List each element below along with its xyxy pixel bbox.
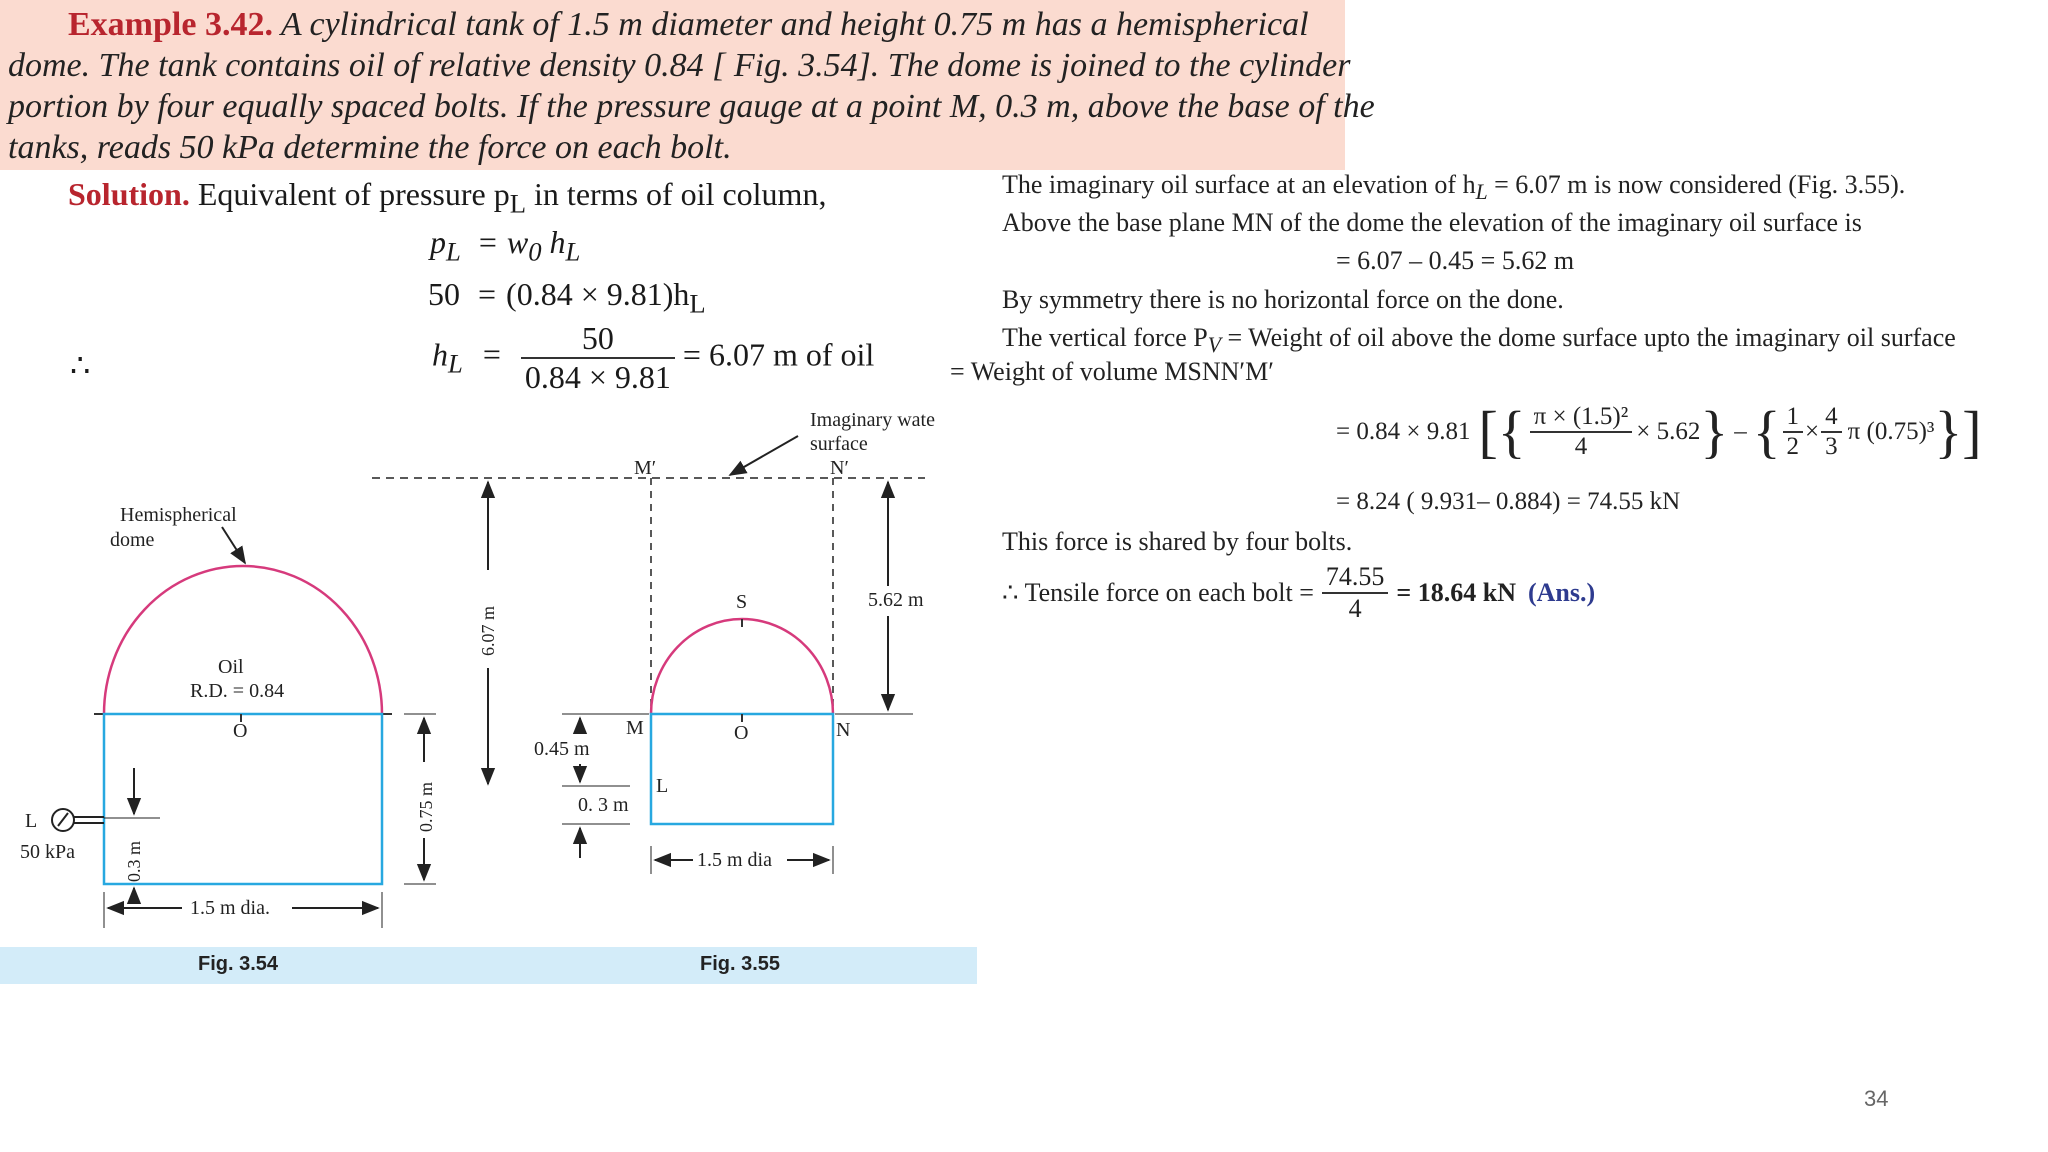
right-line-1 bbox=[1002, 170, 1905, 205]
fig354-caption: Fig. 3.54 bbox=[198, 953, 279, 975]
eq1-equals: = bbox=[478, 224, 497, 260]
eq-brace-1-right: } bbox=[1700, 399, 1729, 464]
solution-intro-sub: L bbox=[509, 188, 527, 219]
solution-intro-text-b: in terms of oil column, bbox=[526, 176, 827, 212]
eq-outer-bracket-left: [ bbox=[1478, 399, 1498, 464]
solution-intro-text: Equivalent of pressure p bbox=[197, 176, 510, 212]
fig354-gauge-reading: 50 kPa bbox=[20, 841, 75, 863]
bolt-force-num: 74.55 bbox=[1322, 562, 1389, 594]
fig354-gauge-letter: L bbox=[25, 810, 38, 832]
eq-coefficient: = 0.84 × 9.81 bbox=[1336, 418, 1471, 445]
right-line-1a: The imaginary oil surface at an elevation of h bbox=[1002, 170, 1476, 199]
problem-line-2: dome. The tank contains oil of relative density 0.84 [ Fig. 3.54]. The dome is joined to the cylinder bbox=[8, 47, 1351, 84]
fig354-gauge-needle bbox=[58, 813, 68, 826]
fig355-dia-label: 1.5 m dia bbox=[697, 849, 772, 871]
fig354-dome-label-2: dome bbox=[110, 529, 155, 551]
eq-fraction-3-num: 4 bbox=[1821, 403, 1842, 433]
eq-fraction-1-num: π × (1.5)² bbox=[1530, 403, 1633, 433]
fig354-height-03: 0.3 m bbox=[124, 840, 144, 882]
eq3-denominator: 0.84 × 9.81 bbox=[524, 359, 671, 395]
right-line-4: By symmetry there is no horizontal force on the done. bbox=[1002, 285, 1564, 314]
eq3-rhs: = 6.07 m of oil bbox=[682, 336, 875, 373]
eq1-rhs-sub0: 0 bbox=[528, 236, 542, 267]
eq-fraction-2-den: 2 bbox=[1786, 433, 1800, 460]
eq3-numerator: 50 bbox=[521, 320, 675, 359]
right-line-2: Above the base plane MN of the dome the elevation of the imaginary oil surface is bbox=[1002, 208, 1862, 237]
bolt-force-label: ∴ Tensile force on each bolt = bbox=[1002, 578, 1314, 607]
right-line-1b: = 6.07 m is now considered (Fig. 3.55). bbox=[1487, 170, 1906, 199]
eq-brace-1-left: { bbox=[1497, 399, 1526, 464]
right-line-5-sub: V bbox=[1207, 333, 1221, 358]
eq-fraction-1-den: 4 bbox=[1574, 433, 1588, 460]
eq-brace-2-left: { bbox=[1752, 399, 1781, 464]
eq-fraction-2 bbox=[1783, 403, 1804, 461]
eq2-lhs: 50 bbox=[428, 276, 460, 312]
fig355-surface-label-1: Imaginary wate bbox=[810, 409, 935, 431]
fig355-l-label: L bbox=[656, 775, 669, 797]
fig355-mprime-label: M′ bbox=[634, 457, 657, 479]
eq-brace-2-right: } bbox=[1934, 399, 1963, 464]
problem-line-1 bbox=[68, 6, 1309, 44]
fig355-surface-label-2: surface bbox=[810, 433, 868, 455]
fig355-height-045: 0.45 m bbox=[534, 738, 590, 760]
right-line-7: = 8.24 ( 9.931– 0.884) = 74.55 kN bbox=[1336, 488, 1681, 515]
problem-line-4: tanks, reads 50 kPa determine the force on each bolt. bbox=[8, 129, 732, 166]
fig355-dome bbox=[651, 619, 833, 714]
eq1-lhs: p bbox=[430, 224, 446, 260]
therefore-symbol: ∴ bbox=[70, 347, 91, 383]
fig355-o-label: O bbox=[734, 722, 749, 744]
eq3-lhs: h bbox=[432, 336, 448, 373]
eq3-equals: = bbox=[482, 336, 501, 373]
fig354-dia-label: 1.5 m dia. bbox=[190, 897, 270, 919]
right-line-8: This force is shared by four bolts. bbox=[1002, 527, 1353, 556]
eq-fraction-1 bbox=[1530, 403, 1633, 461]
fig355-s-label: S bbox=[736, 591, 748, 613]
solution-label: Solution. bbox=[68, 176, 190, 212]
right-line-1-sub: L bbox=[1475, 180, 1488, 205]
fig354-dome-pointer bbox=[222, 527, 245, 563]
equation-1 bbox=[430, 224, 580, 267]
right-line-5 bbox=[1002, 323, 1956, 358]
eq-fraction-2-num: 1 bbox=[1783, 403, 1804, 433]
eq-multiplier: × 5.62 bbox=[1636, 418, 1701, 445]
eq2-equals: = bbox=[478, 276, 497, 312]
fig355-height-562: 5.62 m bbox=[868, 589, 924, 611]
fig354-dome-label-1: Hemispherical bbox=[120, 504, 237, 526]
problem-line-3: portion by four equally spaced bolts. If the pressure gauge at a point M, 0.3 m, above the base of the bbox=[8, 88, 1375, 125]
fig354-oil-label-1: Oil bbox=[218, 656, 244, 678]
eq1-rhs: w bbox=[506, 224, 529, 260]
eq-minus: – bbox=[1734, 418, 1747, 445]
figure-caption-bar bbox=[0, 947, 977, 984]
fig355-m-label: M bbox=[626, 717, 644, 739]
eq-fraction-3 bbox=[1821, 403, 1842, 461]
fig354-oil-label-2: R.D. = 0.84 bbox=[190, 680, 285, 702]
example-label: Example 3.42. bbox=[68, 6, 273, 43]
right-line-5b: = Weight of oil above the dome surface upto the imaginary oil surface bbox=[1220, 323, 1956, 352]
page-number: 34 bbox=[1864, 1086, 1889, 1111]
eq-volume-term: π (0.75)³ bbox=[1847, 418, 1935, 445]
equation-3 bbox=[432, 320, 874, 396]
eq3-lhs-sub: L bbox=[448, 348, 463, 379]
fig355-caption: Fig. 3.55 bbox=[700, 953, 781, 975]
right-line-9 bbox=[1002, 562, 1595, 624]
equation-2 bbox=[428, 276, 706, 319]
bolt-force-result: = 18.64 kN bbox=[1396, 578, 1516, 607]
fig354-height-607: 6.07 m bbox=[478, 605, 498, 656]
right-line-5a: The vertical force P bbox=[1002, 323, 1208, 352]
eq1-rhs-sub: L bbox=[565, 236, 581, 267]
eq-outer-bracket-right: ] bbox=[1962, 399, 1982, 464]
fig354-height-075: 0.75 m bbox=[416, 781, 436, 832]
answer-label: (Ans.) bbox=[1527, 578, 1596, 607]
bolt-force-den: 4 bbox=[1348, 594, 1362, 623]
problem-text-1: A cylindrical tank of 1.5 m diameter and height 0.75 m has a hemispherical bbox=[280, 6, 1309, 43]
solution-intro bbox=[68, 176, 826, 219]
fig355-n-label: N bbox=[836, 719, 851, 741]
right-line-6: = Weight of volume MSNN′M′ bbox=[950, 357, 1274, 386]
eq2-rhs: (0.84 × 9.81)h bbox=[506, 276, 690, 312]
eq1-rhs-h: h bbox=[541, 224, 566, 260]
fig355-surface-pointer bbox=[730, 436, 798, 475]
fig355-height-03: 0. 3 m bbox=[578, 794, 629, 816]
right-equation bbox=[1336, 392, 1982, 472]
eq3-fraction bbox=[521, 320, 675, 396]
bolt-force-fraction bbox=[1322, 562, 1389, 624]
eq-times: × bbox=[1805, 418, 1820, 445]
fig354-center-label: O bbox=[233, 720, 248, 742]
eq-fraction-3-den: 3 bbox=[1825, 433, 1838, 460]
figures-diagram bbox=[0, 400, 980, 945]
eq1-lhs-sub: L bbox=[446, 236, 461, 267]
fig355-nprime-label: N′ bbox=[830, 457, 849, 479]
eq2-rhs-sub: L bbox=[689, 288, 706, 319]
right-line-3: = 6.07 – 0.45 = 5.62 m bbox=[1336, 246, 1575, 275]
